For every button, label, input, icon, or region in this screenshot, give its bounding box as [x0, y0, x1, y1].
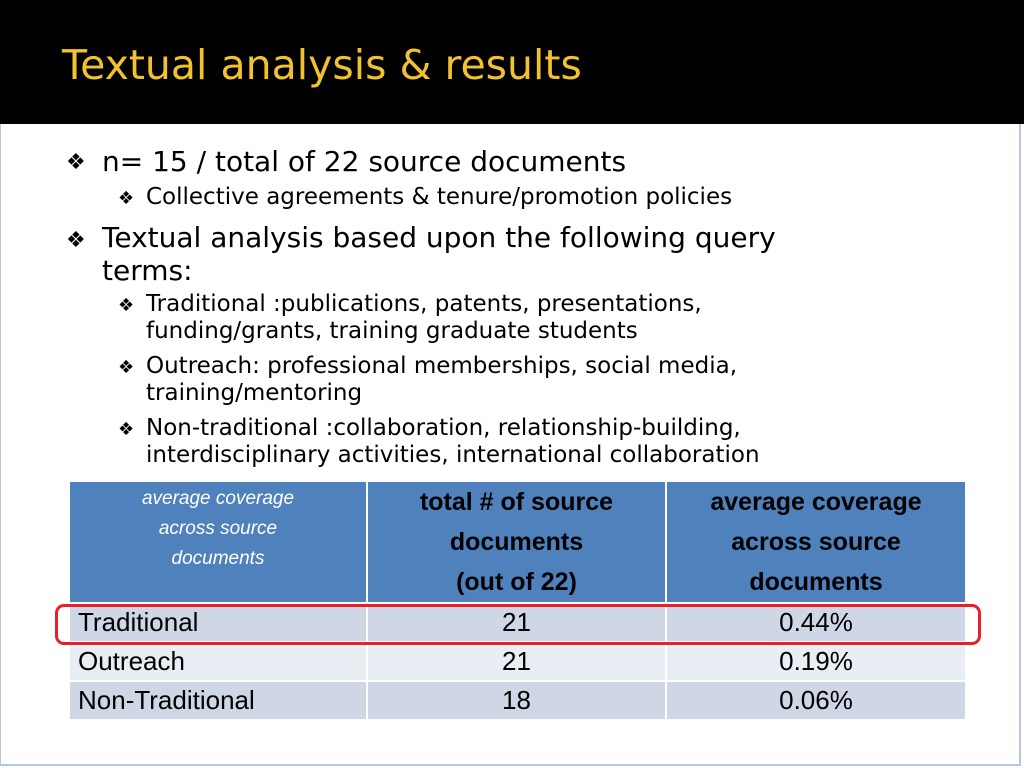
table-row [69, 681, 966, 720]
sub-bullet-diamond-icon: ❖ [118, 419, 135, 440]
row-category: Outreach [69, 642, 367, 681]
sub-bullet-agreements: Collective agreements & tenure/promotion policies [146, 184, 733, 210]
sub-bullet-outreach-line2: training/mentoring [146, 380, 363, 406]
bullet-diamond-icon: ❖ [66, 150, 86, 175]
table-row [69, 642, 966, 681]
row-coverage: 0.06% [666, 681, 966, 720]
table-header-coverage: average coverage across source documents [666, 481, 966, 603]
traditional-row-highlight [55, 604, 981, 645]
sub-bullet-diamond-icon: ❖ [118, 357, 135, 378]
row-coverage: 0.19% [666, 642, 966, 681]
table-corner-header: average coverage across source documents [69, 481, 367, 603]
sub-bullet-nontraditional-line2: interdisciplinary activities, international collaboration [146, 442, 760, 468]
results-table [68, 480, 967, 721]
title-bar [0, 0, 1024, 124]
sub-bullet-traditional-line1: Traditional :publications, patents, presentations, [146, 291, 702, 317]
table-header-total: total # of source documents (out of 22) [367, 481, 666, 603]
row-category: Traditional [69, 603, 367, 642]
bullet-n-documents: n= 15 / total of 22 source documents [102, 145, 627, 178]
slide-title: Textual analysis & results [62, 41, 582, 89]
sub-bullet-nontraditional-line1: Non-traditional :collaboration, relationship-building, [146, 415, 741, 441]
bullet-textual-analysis-line1: Textual analysis based upon the following query [102, 221, 776, 254]
sub-bullet-diamond-icon: ❖ [118, 295, 135, 316]
row-total: 21 [367, 642, 666, 681]
row-total: 18 [367, 681, 666, 720]
sub-bullet-traditional-line2: funding/grants, training graduate students [146, 318, 638, 344]
row-category: Non-Traditional [69, 681, 367, 720]
sub-bullet-diamond-icon: ❖ [118, 188, 135, 209]
row-coverage: 0.44% [666, 603, 966, 642]
row-total: 21 [367, 603, 666, 642]
bullet-diamond-icon: ❖ [66, 228, 86, 253]
bullet-textual-analysis-line2: terms: [102, 254, 193, 287]
table-header-row [69, 481, 966, 603]
sub-bullet-outreach-line1: Outreach: professional memberships, social media, [146, 353, 738, 379]
